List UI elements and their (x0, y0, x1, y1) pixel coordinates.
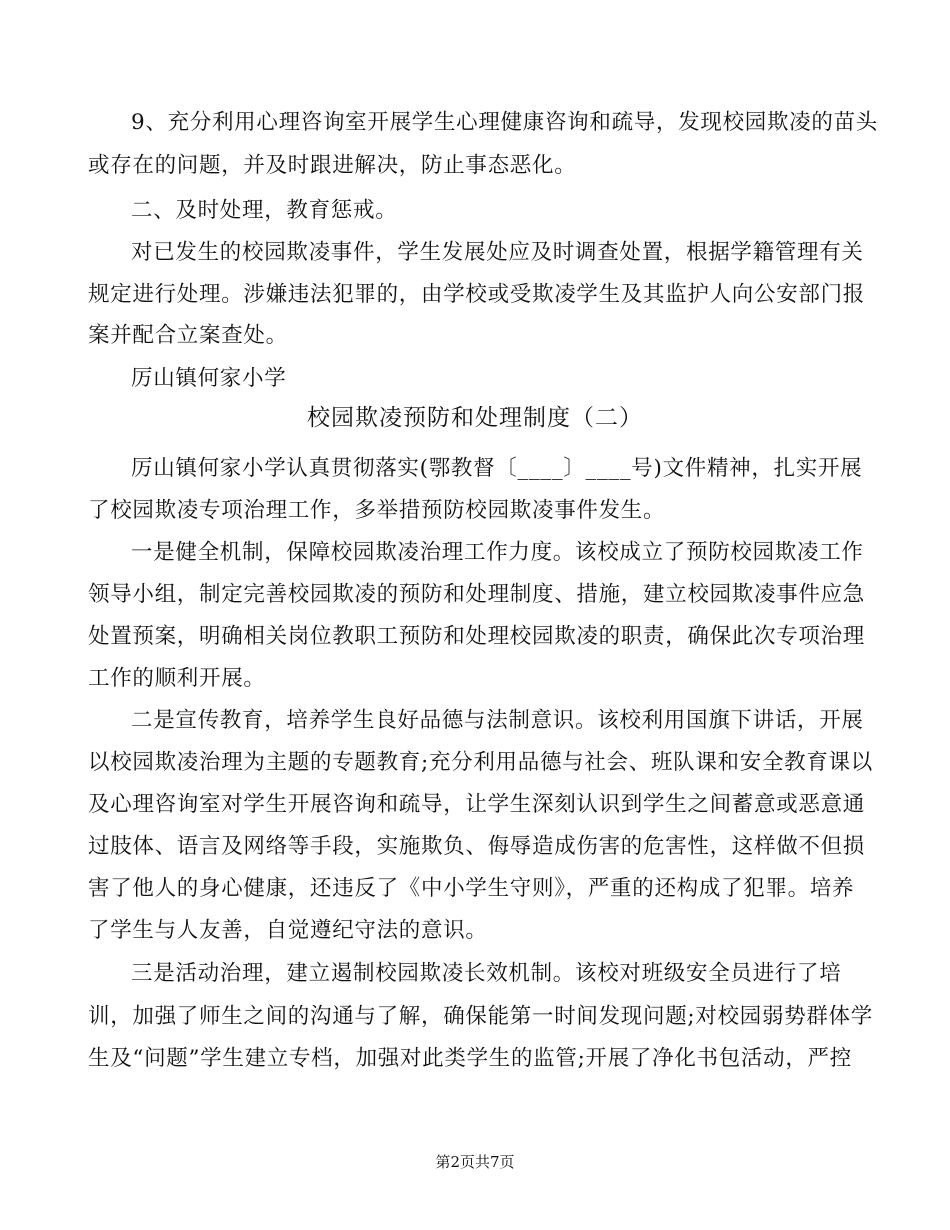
paragraph-line: 及心理咨询室对学生开展咨询和疏导，让学生深刻认识到学生之间蓄意或恶意通 (88, 792, 866, 817)
paragraph-line: 领导小组，制定完善校园欺凌的预防和处理制度、措施，建立校园欺凌事件应急 (88, 582, 866, 607)
paragraph-line: 害了他人的身心健康，还违反了《中小学生守则》，严重的还构成了犯罪。培养 (88, 876, 855, 901)
paragraph-line: 处置预案，明确相关岗位教职工预防和处理校园欺凌的职责，确保此次专项治理 (88, 624, 866, 649)
paragraph-line: 9、充分利用心理咨询室开展学生心理健康咨询和疏导，发现校园欺凌的苗头 (131, 110, 878, 135)
paragraph-line: 了校园欺凌专项治理工作，多举措预防校园欺凌事件发生。 (88, 498, 666, 523)
paragraph-line: 规定进行处理。涉嫌违法犯罪的，由学校或受欺凌学生及其监护人向公安部门报 (88, 282, 866, 307)
paragraph-line: 一是健全机制，保障校园欺凌治理工作力度。该校成立了预防校园欺凌工作 (131, 540, 864, 565)
document-title: 校园欺凌预防和处理制度（二） (307, 405, 643, 431)
paragraph-line: 二是宣传教育，培养学生良好品德与法制意识。该校利用国旗下讲话，开展 (131, 708, 864, 733)
paragraph-line: 生及“问题”学生建立专档，加强对此类学生的监管;开展了净化书包活动，严控 (88, 1046, 852, 1071)
paragraph-line: 以校园欺凌治理为主题的专题教育;充分利用品德与社会、班队课和安全教育课以 (88, 750, 873, 775)
paragraph-line: 训，加强了师生之间的沟通与了解，确保能第一时间发现问题;对校园弱势群体学 (88, 1004, 873, 1029)
paragraph-line: 厉山镇何家小学认真贯彻落实(鄂教督〔____〕____号)文件精神，扎实开展 (131, 456, 863, 481)
paragraph-line: 过肢体、语言及网络等手段，实施欺负、侮辱造成伤害的危害性，这样做不但损 (88, 834, 866, 859)
paragraph-line: 对已发生的校园欺凌事件，学生发展处应及时调查处置，根据学籍管理有关 (131, 240, 864, 265)
page-number-footer: 第2页共7页 (435, 1153, 515, 1171)
school-signature: 厉山镇何家小学 (131, 366, 287, 391)
section-heading: 二、及时处理，教育惩戒。 (131, 198, 398, 223)
paragraph-line: 了学生与人友善，自觉遵纪守法的意识。 (88, 918, 488, 943)
paragraph-line: 三是活动治理，建立遏制校园欺凌长效机制。该校对班级安全员进行了培 (131, 961, 842, 986)
paragraph-line: 工作的顺利开展。 (88, 666, 266, 691)
paragraph-line: 或存在的问题，并及时跟进解决，防止事态恶化。 (88, 153, 577, 178)
paragraph-line: 案并配合立案查处。 (88, 323, 288, 348)
